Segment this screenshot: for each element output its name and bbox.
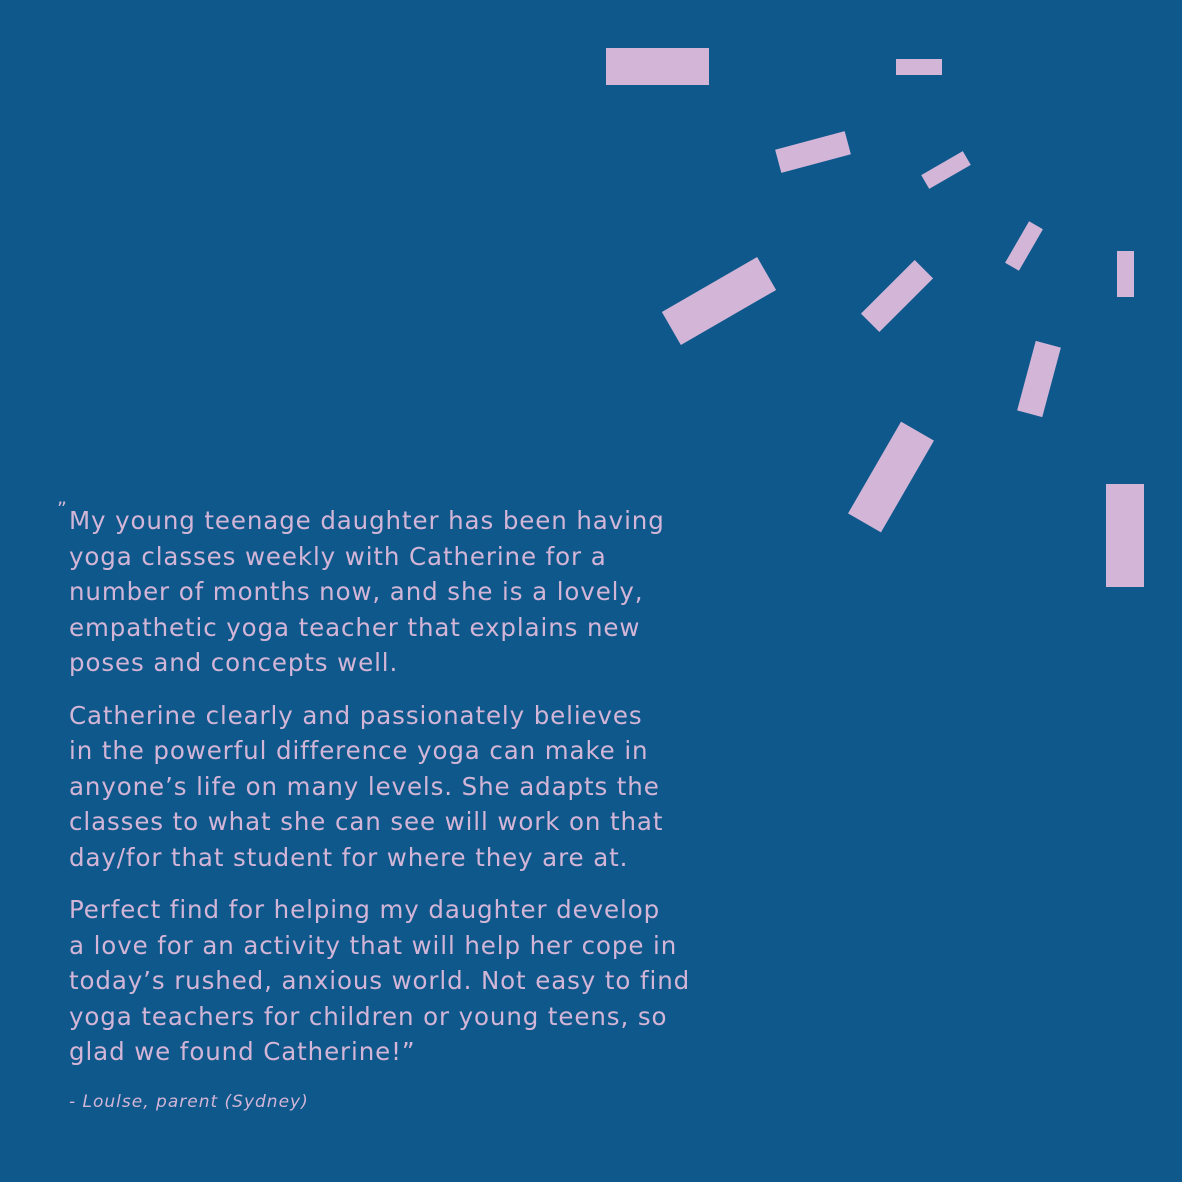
open-quote-mark: ” — [57, 498, 68, 520]
sunburst-bar — [662, 257, 776, 345]
quote-paragraph-3: Perfect find for helping my daughter develop a love for an activity that will help her cope in today’s rushed, anxious world. Not easy to find yoga teachers for children or young teens, so glad we found Catherine!” — [69, 895, 691, 1066]
sunburst-bar — [1005, 221, 1043, 271]
testimonial-quote — [57, 498, 769, 1113]
sunburst-bar — [1106, 484, 1144, 587]
quote-paragraph-2: Catherine clearly and passionately believes in the powerful difference yoga can make in anyone’s life on many levels. She adapts the classes to what she can see will work on that day/for that student for where they are at. — [69, 700, 664, 872]
sunburst-bar — [921, 151, 971, 189]
sunburst-bar — [896, 59, 942, 75]
sunburst-bar — [1117, 251, 1134, 297]
sunburst-bar — [606, 48, 709, 85]
quote-paragraph-1: My young teenage daughter has been having yoga classes weekly with Catherine for a number of months now, and she is a lovely, empathetic yoga teacher that explains new poses and concepts well. — [69, 506, 665, 677]
sunburst-bar — [848, 422, 934, 533]
attribution: - Loulse, parent (Sydney) — [69, 1091, 309, 1112]
sunburst-bar — [1017, 341, 1061, 417]
sunburst-bar — [861, 260, 933, 332]
sunburst-bar — [775, 131, 851, 173]
